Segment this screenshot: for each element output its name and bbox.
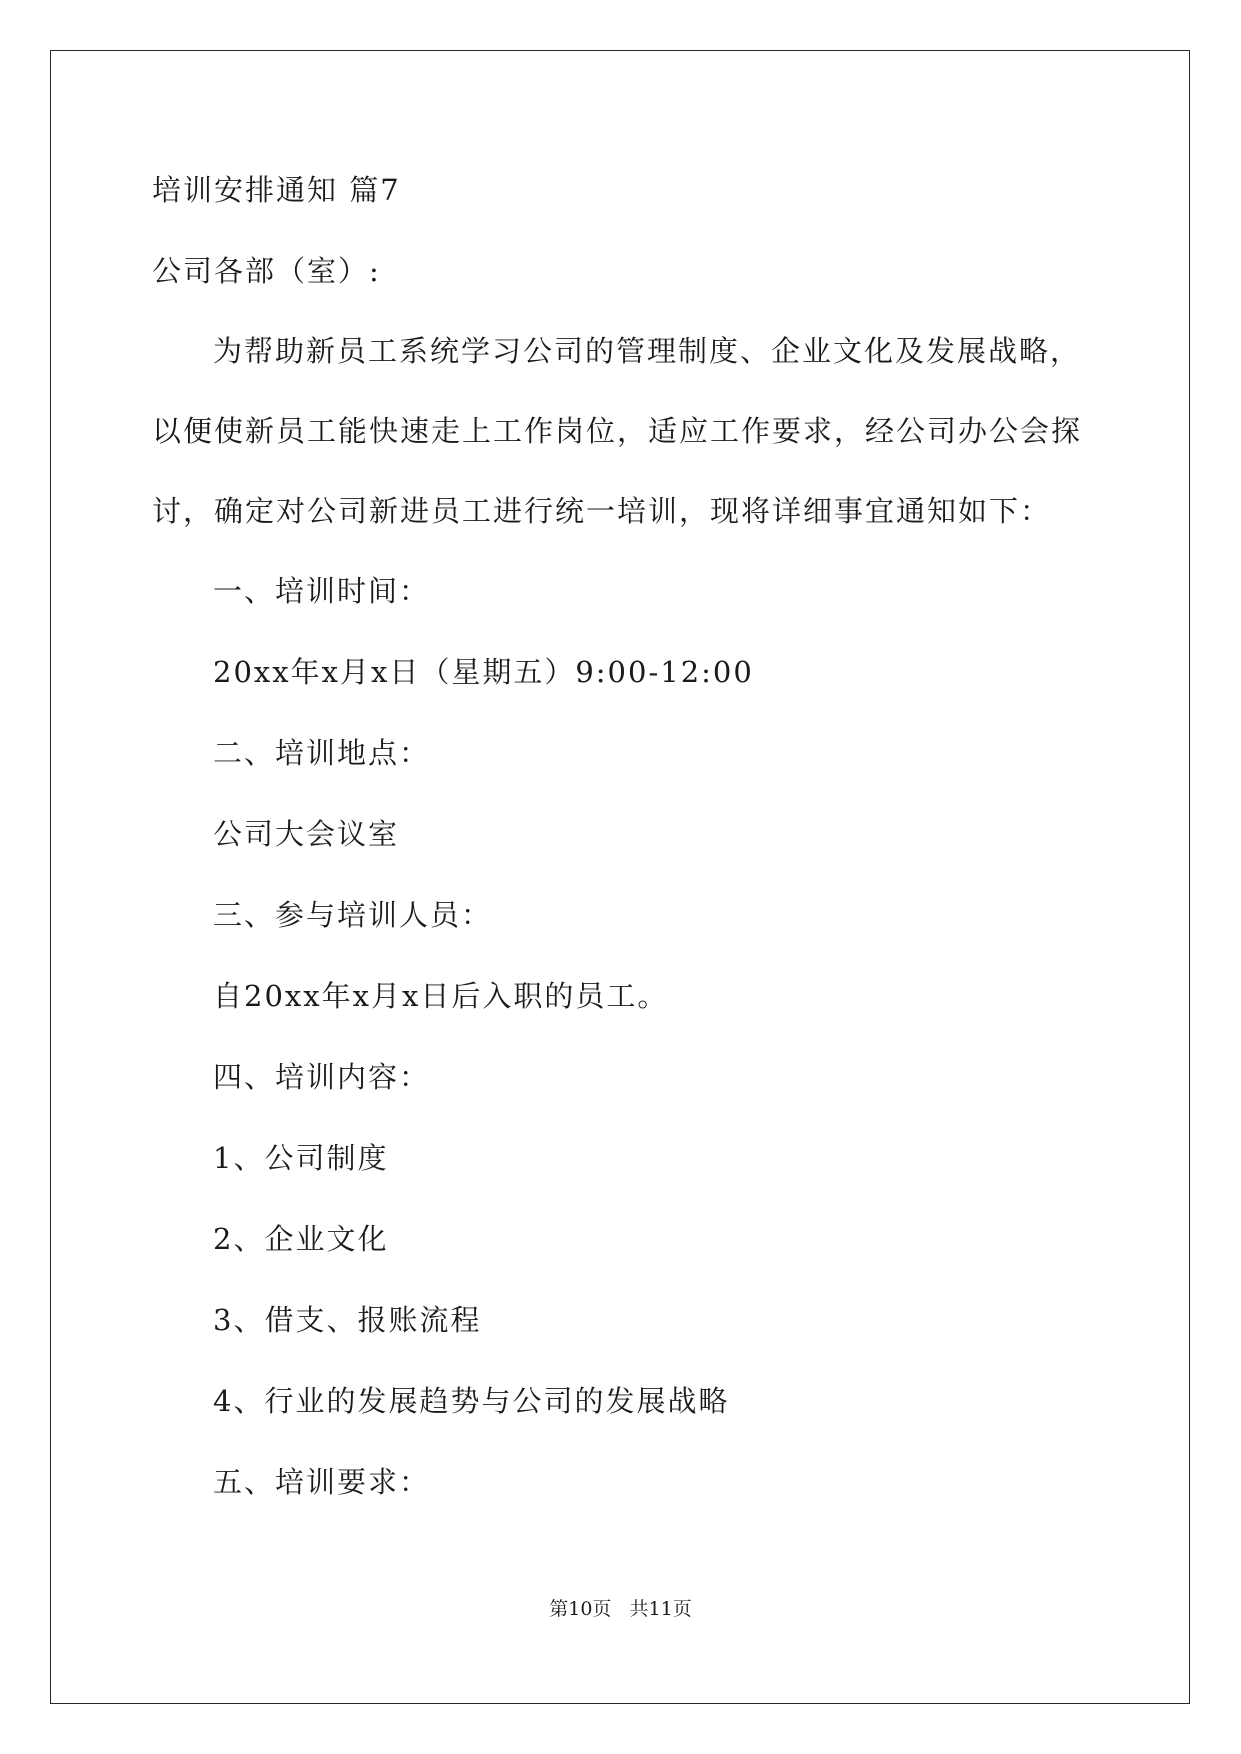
section-heading-time: 一、培训时间： <box>213 574 431 608</box>
section-heading-participants: 三、参与培训人员： <box>213 898 493 932</box>
content-item: 2、企业文化 <box>213 1222 389 1256</box>
training-time: 20xx年x月x日（星期五）9:00-12:00 <box>213 655 754 689</box>
document-title: 培训安排通知 篇7 <box>152 173 401 207</box>
section-heading-requirements: 五、培训要求： <box>213 1465 431 1499</box>
content-item: 1、公司制度 <box>213 1141 389 1175</box>
page-number-footer: 第10页 共11页 <box>549 1598 692 1620</box>
content-item: 3、借支、报账流程 <box>213 1303 482 1337</box>
salutation: 公司各部（室）: <box>152 254 381 288</box>
intro-line: 讨，确定对公司新进员工进行统一培训，现将详细事宜通知如下： <box>152 494 1052 528</box>
section-heading-location: 二、培训地点： <box>213 736 431 770</box>
training-participants: 自20xx年x月x日后入职的员工。 <box>213 979 669 1013</box>
intro-line: 为帮助新员工系统学习公司的管理制度、企业文化及发展战略， <box>213 334 1082 368</box>
intro-line: 以便使新员工能快速走上工作岗位，适应工作要求，经公司办公会探 <box>152 414 1083 448</box>
page-border <box>50 50 1190 1704</box>
content-item: 4、行业的发展趋势与公司的发展战略 <box>213 1384 730 1418</box>
section-heading-content: 四、培训内容： <box>213 1060 431 1094</box>
training-location: 公司大会议室 <box>213 817 400 851</box>
